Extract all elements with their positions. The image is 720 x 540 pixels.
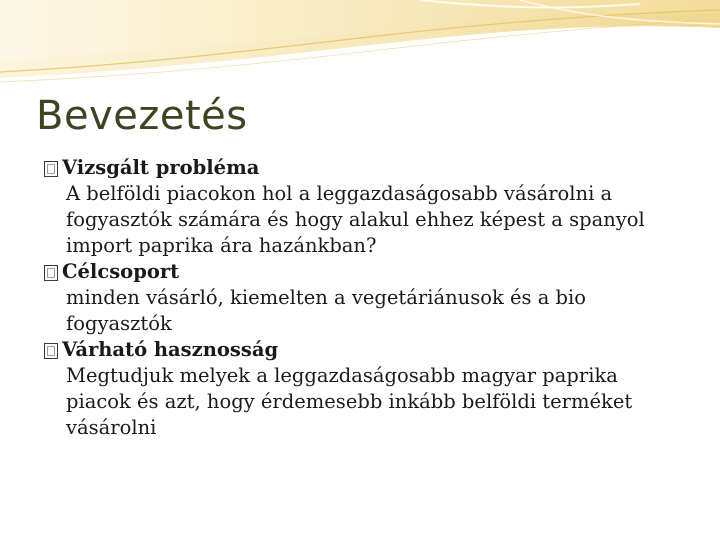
- missing-glyph-box-icon: [44, 343, 58, 359]
- bullet-text-line: fogyasztók számára és hogy alakul ehhez képest a spanyol: [66, 208, 645, 231]
- slide-title: Bevezetés: [36, 93, 248, 139]
- bullet-text-line: Megtudjuk melyek a leggazdaságosabb magyar paprika: [66, 364, 618, 387]
- bullet-text-line: fogyasztók: [66, 312, 172, 335]
- bullet-text-line: vásárolni: [66, 416, 157, 439]
- bullet-text-line: import paprika ára hazánkban?: [66, 234, 377, 257]
- bullet-text-line: minden vásárló, kiemelten a vegetáriánusok és a bio: [66, 286, 586, 309]
- bullet-heading: Vizsgált probléma: [62, 156, 260, 179]
- missing-glyph-box-icon: [44, 161, 58, 177]
- bullet-heading: Várható hasznosság: [62, 338, 279, 361]
- bullet-text-line: piacok és azt, hogy érdemesebb inkább belföldi terméket: [66, 390, 633, 413]
- bullet-heading: Célcsoport: [62, 260, 180, 283]
- missing-glyph-box-icon: [44, 265, 58, 281]
- bullet-list: [44, 155, 684, 441]
- bullet-text-line: A belföldi piacokon hol a leggazdaságosabb vásárolni a: [66, 182, 613, 205]
- bullet-item-target-group: [44, 259, 684, 337]
- bullet-item-problem: [44, 155, 684, 259]
- decorative-wave-header: [0, 0, 720, 90]
- bullet-item-expected-benefit: [44, 337, 684, 441]
